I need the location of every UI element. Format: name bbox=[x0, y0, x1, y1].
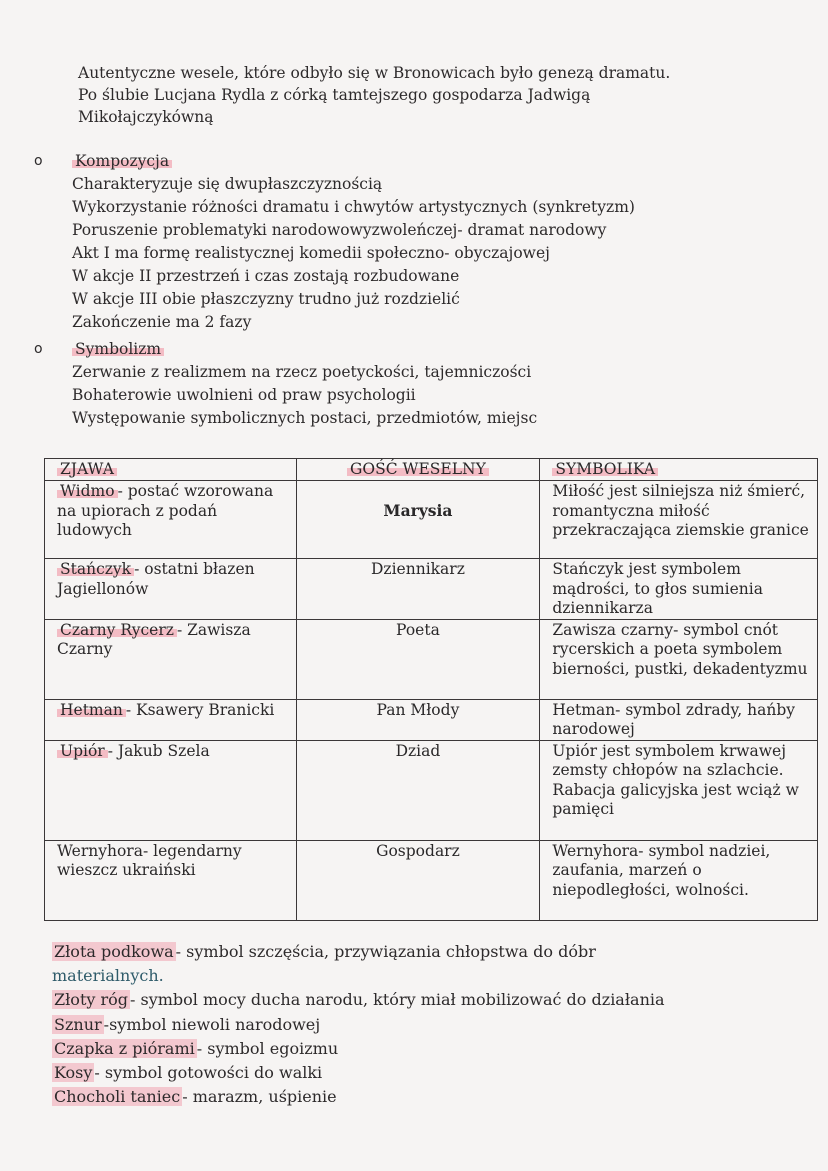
list-item: W akcje II przestrzeń i czas zostają rozbudowane bbox=[72, 267, 460, 285]
list-item: Występowanie symbolicznych postaci, przedmiotów, miejsc bbox=[72, 409, 538, 427]
table-row bbox=[45, 840, 818, 920]
list-item: Poruszenie problematyki narodowowyzwoleńczej- dramat narodowy bbox=[72, 221, 607, 239]
symbolika-cell: Stańczyk jest symbolem mądrości, to głos sumienia dziennikarza bbox=[540, 559, 818, 620]
table-row bbox=[45, 559, 818, 620]
section-heading: Kompozycja bbox=[72, 152, 172, 170]
zjawa-cell: Hetman - Ksawery Branicki bbox=[45, 699, 297, 740]
list-item: Akt I ma formę realistycznej komedii społeczno- obyczajowej bbox=[72, 244, 550, 262]
symbolika-cell: Hetman- symbol zdrady, hańby narodowej bbox=[540, 699, 818, 740]
table-row bbox=[45, 699, 818, 740]
list-item: Zerwanie z realizmem na rzecz poetyckości, tajemniczości bbox=[72, 363, 532, 381]
zjawa-cell: Upiór - Jakub Szela bbox=[45, 740, 297, 840]
column-header: ZJAWA bbox=[45, 459, 297, 481]
list-item: Kosy - symbol gotowości do walki bbox=[54, 1063, 323, 1083]
list-item: materialnych. bbox=[52, 966, 164, 986]
zjawa-cell: Wernyhora- legendarny wieszcz ukraiński bbox=[45, 840, 297, 920]
gosc-cell: Dziennikarz bbox=[296, 559, 540, 620]
bullet-icon: o bbox=[34, 153, 43, 169]
gosc-cell: Pan Młody bbox=[296, 699, 540, 740]
bullet-icon: o bbox=[34, 341, 43, 357]
column-header: GOŚĆ WESELNY bbox=[296, 459, 540, 481]
column-header: SYMBOLIKA bbox=[540, 459, 818, 481]
symbolika-cell: Miłość jest silniejsza niż śmierć, romantyczna miłość przekraczająca ziemskie granice bbox=[540, 481, 818, 559]
table-row bbox=[45, 619, 818, 699]
zjawa-cell: Stańczyk - ostatni błazen Jagiellonów bbox=[45, 559, 297, 620]
section-kompozycja bbox=[34, 150, 794, 334]
list-item: Złota podkowa - symbol szczęścia, przywiązania chłopstwa do dóbr bbox=[54, 942, 596, 961]
list-item: Wykorzystanie różności dramatu i chwytów artystycznych (synkretyzm) bbox=[72, 198, 635, 216]
gosc-cell: Marysia bbox=[296, 481, 540, 559]
zjawa-cell: Czarny Rycerz - Zawisza Czarny bbox=[45, 619, 297, 699]
list-item: Zakończenie ma 2 fazy bbox=[72, 313, 252, 331]
zjawa-cell: Widmo - postać wzorowana na upiorach z podań ludowych bbox=[45, 481, 297, 559]
intro-line: Mikołajczykówną bbox=[78, 108, 214, 126]
intro-paragraph bbox=[78, 62, 778, 128]
list-item: Chocholi taniec - marazm, uśpienie bbox=[54, 1087, 337, 1107]
gosc-cell: Poeta bbox=[296, 619, 540, 699]
gosc-cell: Gospodarz bbox=[296, 840, 540, 920]
symbol-table bbox=[44, 458, 818, 921]
symbolika-cell: Wernyhora- symbol nadziei, zaufania, marzeń o niepodległości, wolności. bbox=[540, 840, 818, 920]
table-row bbox=[45, 481, 818, 559]
section-heading: Symbolizm bbox=[72, 340, 164, 358]
list-item: Charakteryzuje się dwupłaszczyznością bbox=[72, 175, 383, 193]
section-symbolizm bbox=[34, 338, 794, 430]
symbolika-cell: Zawisza czarny- symbol cnót rycerskich a poeta symbolem bierności, pustki, dekadentyzmu bbox=[540, 619, 818, 699]
list-item: Sznur -symbol niewoli narodowej bbox=[54, 1014, 321, 1034]
intro-line: Po ślubie Lucjana Rydla z córką tamtejszego gospodarza Jadwigą bbox=[78, 86, 591, 104]
symbolika-cell: Upiór jest symbolem krwawej zemsty chłopów na szlachcie. Rabacja galicyjska jest wciąż w pamięci bbox=[540, 740, 818, 840]
list-item: Złoty róg - symbol mocy ducha narodu, który miał mobilizować do działania bbox=[54, 990, 665, 1010]
table-row bbox=[45, 740, 818, 840]
symbols-list bbox=[52, 940, 822, 1109]
list-item: Bohaterowie uwolnieni od praw psychologii bbox=[72, 386, 416, 404]
intro-line: Autentyczne wesele, które odbyło się w Bronowicach było genezą dramatu. bbox=[78, 64, 671, 82]
gosc-cell: Dziad bbox=[296, 740, 540, 840]
table-header-row bbox=[45, 459, 818, 481]
list-item: W akcje III obie płaszczyzny trudno już rozdzielić bbox=[72, 290, 460, 308]
list-item: Czapka z piórami - symbol egoizmu bbox=[54, 1038, 339, 1058]
